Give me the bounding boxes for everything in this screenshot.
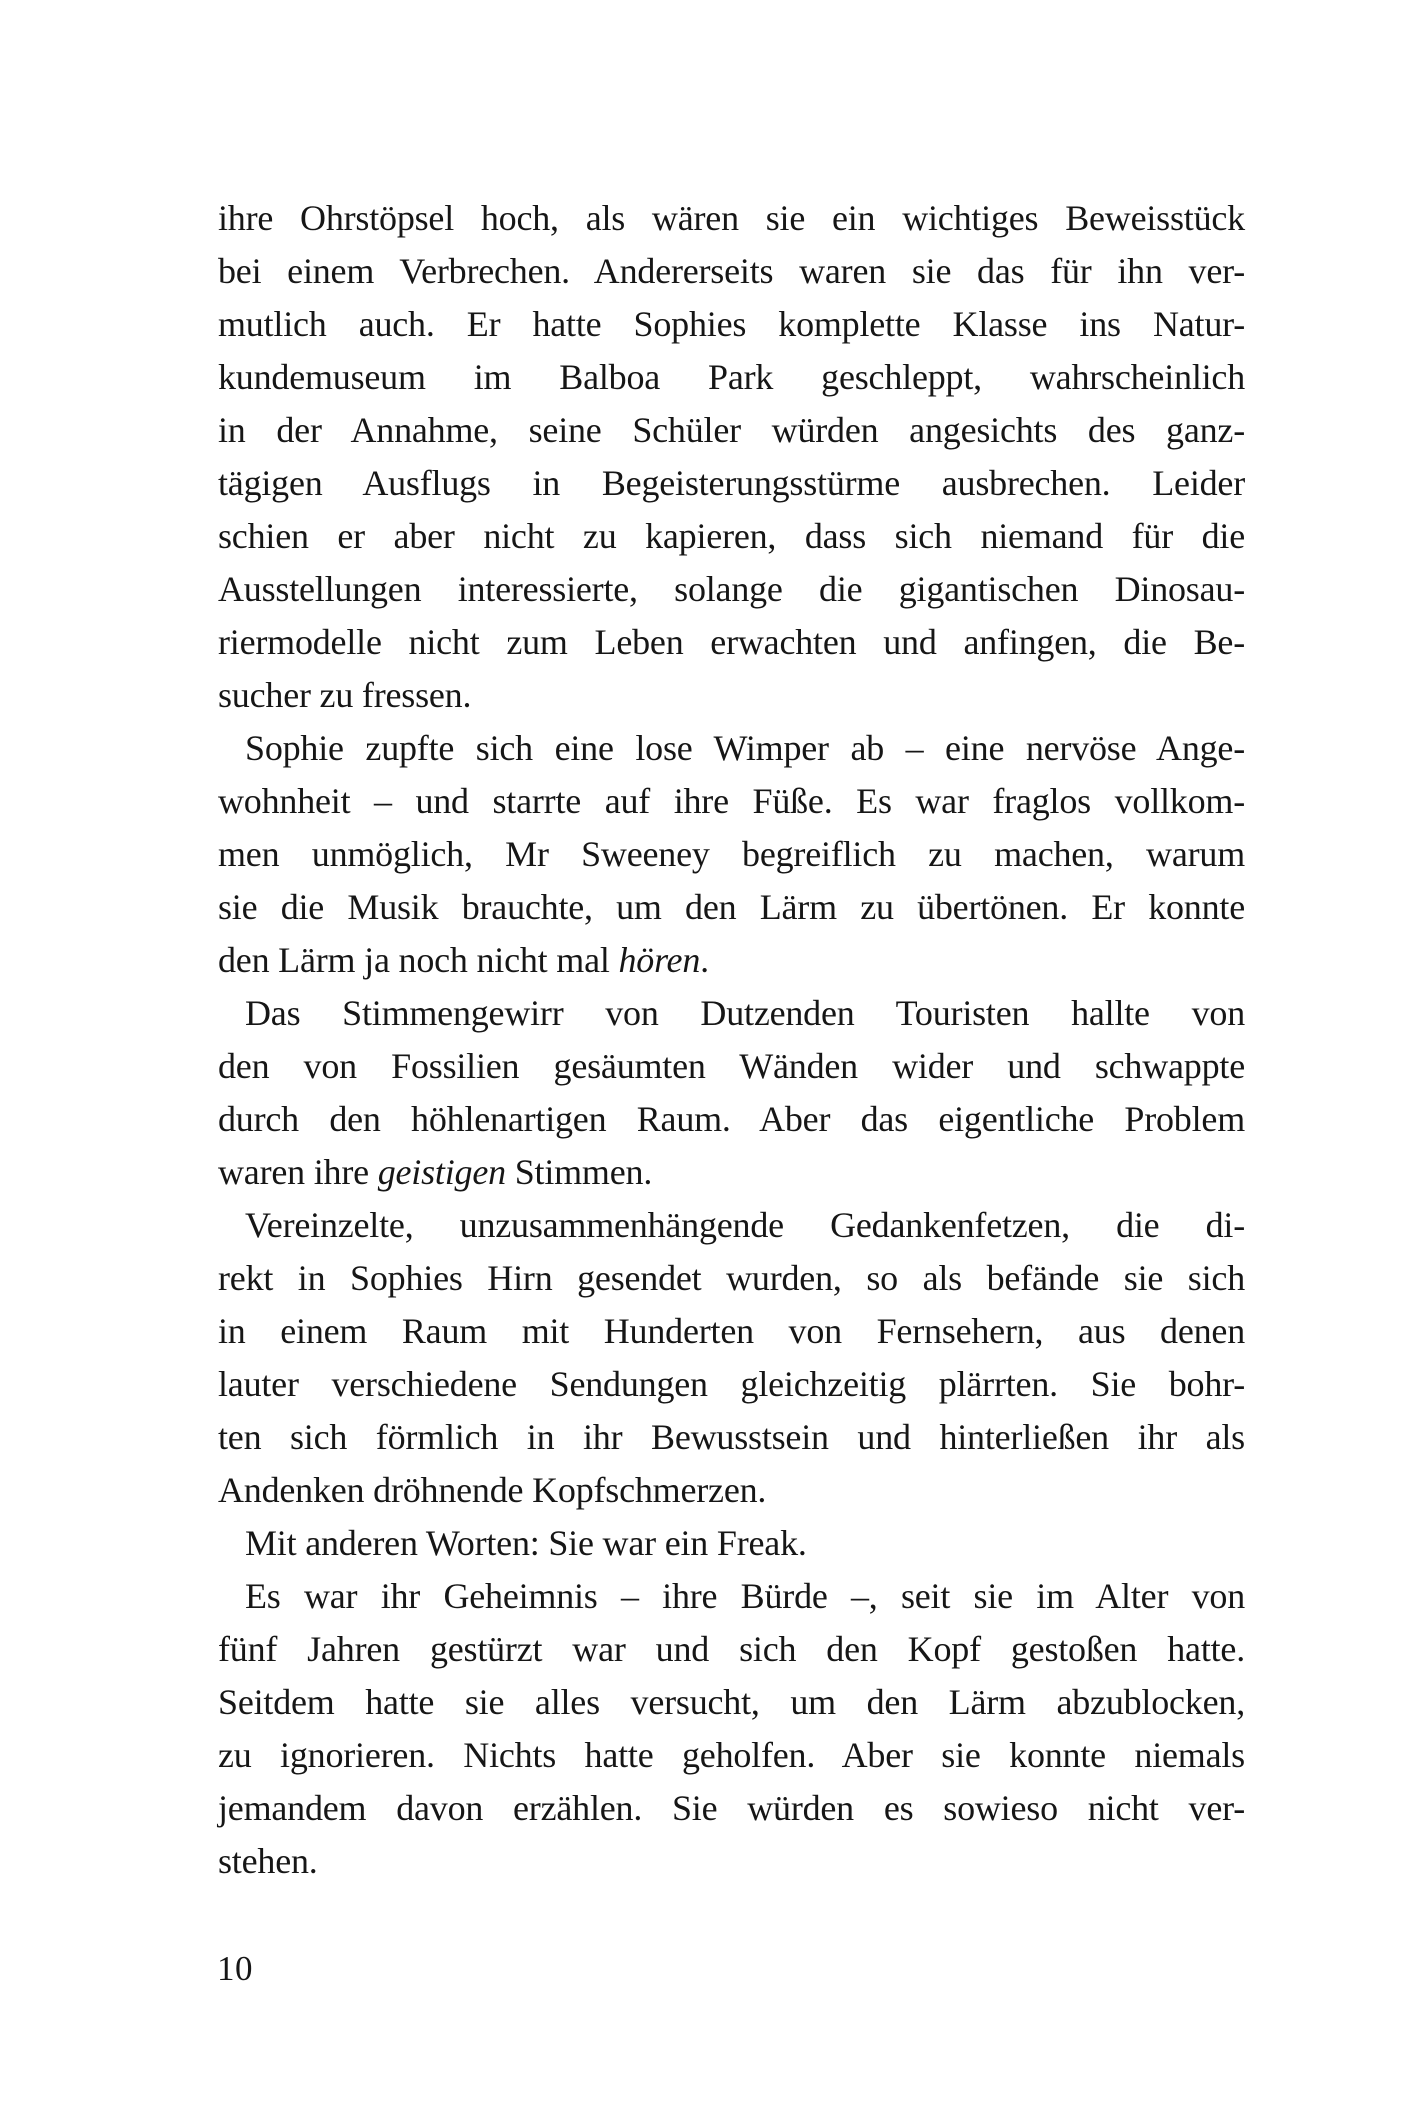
text-line: lauter verschiedene Sendungen gleichzeitig plärrten. Sie bohr- [218, 1364, 1245, 1404]
text-line: Ausstellungen interessierte, solange die gigantischen Dinosau- [218, 569, 1245, 609]
text-line: den Lärm ja noch nicht mal hören. [218, 940, 709, 980]
text-line: sie die Musik brauchte, um den Lärm zu übertönen. Er konnte [218, 887, 1245, 927]
text-line: Es war ihr Geheimnis – ihre Bürde –, seit sie im Alter von [245, 1576, 1245, 1616]
text-line: stehen. [218, 1841, 318, 1881]
text-line: jemandem davon erzählen. Sie würden es sowieso nicht ver- [218, 1788, 1245, 1828]
text-line: Mit anderen Worten: Sie war ein Freak. [245, 1523, 807, 1563]
text-line: Das Stimmengewirr von Dutzenden Touristen hallte von [245, 993, 1245, 1033]
text-line: ihre Ohrstöpsel hoch, als wären sie ein wichtiges Beweisstück [218, 198, 1245, 238]
italic-word: geistigen [377, 1152, 506, 1192]
text-line: schien er aber nicht zu kapieren, dass sich niemand für die [218, 516, 1245, 556]
text-line: Andenken dröhnende Kopfschmerzen. [218, 1470, 767, 1510]
text-line: fünf Jahren gestürzt war und sich den Kopf gestoßen hatte. [218, 1629, 1245, 1669]
text-line: wohnheit – und starrte auf ihre Füße. Es war fraglos vollkom- [218, 781, 1245, 821]
text-line: bei einem Verbrechen. Andererseits waren sie das für ihn ver- [218, 251, 1245, 291]
text-line: sucher zu fressen. [218, 675, 472, 715]
text-line: waren ihre geistigen Stimmen. [218, 1152, 653, 1192]
page-number: 10 [217, 1949, 253, 1988]
text-line: den von Fossilien gesäumten Wänden wider und schwappte [218, 1046, 1245, 1086]
text-line: ten sich förmlich in ihr Bewusstsein und hinterließen ihr als [218, 1417, 1245, 1457]
text-line: in der Annahme, seine Schüler würden angesichts des ganz- [218, 410, 1245, 450]
text-line: men unmöglich, Mr Sweeney begreiflich zu machen, warum [218, 834, 1245, 874]
text-line: mutlich auch. Er hatte Sophies komplette Klasse ins Natur- [218, 304, 1245, 344]
text-line: riermodelle nicht zum Leben erwachten und anfingen, die Be- [218, 622, 1245, 662]
italic-word: hören [618, 940, 701, 980]
text-line: rekt in Sophies Hirn gesendet wurden, so als befände sie sich [218, 1258, 1245, 1298]
text-line: Seitdem hatte sie alles versucht, um den Lärm abzublocken, [218, 1682, 1245, 1722]
text-line: Vereinzelte, unzusammenhängende Gedankenfetzen, die di- [245, 1205, 1245, 1245]
text-line: durch den höhlenartigen Raum. Aber das eigentliche Problem [218, 1099, 1245, 1139]
text-line: Sophie zupfte sich eine lose Wimper ab – eine nervöse Ange- [245, 728, 1245, 768]
text-line: zu ignorieren. Nichts hatte geholfen. Aber sie konnte niemals [218, 1735, 1245, 1775]
text-line: kundemuseum im Balboa Park geschleppt, wahrscheinlich [218, 357, 1245, 397]
page-text [218, 192, 1245, 1888]
text-line: tägigen Ausflugs in Begeisterungsstürme ausbrechen. Leider [218, 463, 1245, 503]
text-line: in einem Raum mit Hunderten von Fernsehern, aus denen [218, 1311, 1245, 1351]
